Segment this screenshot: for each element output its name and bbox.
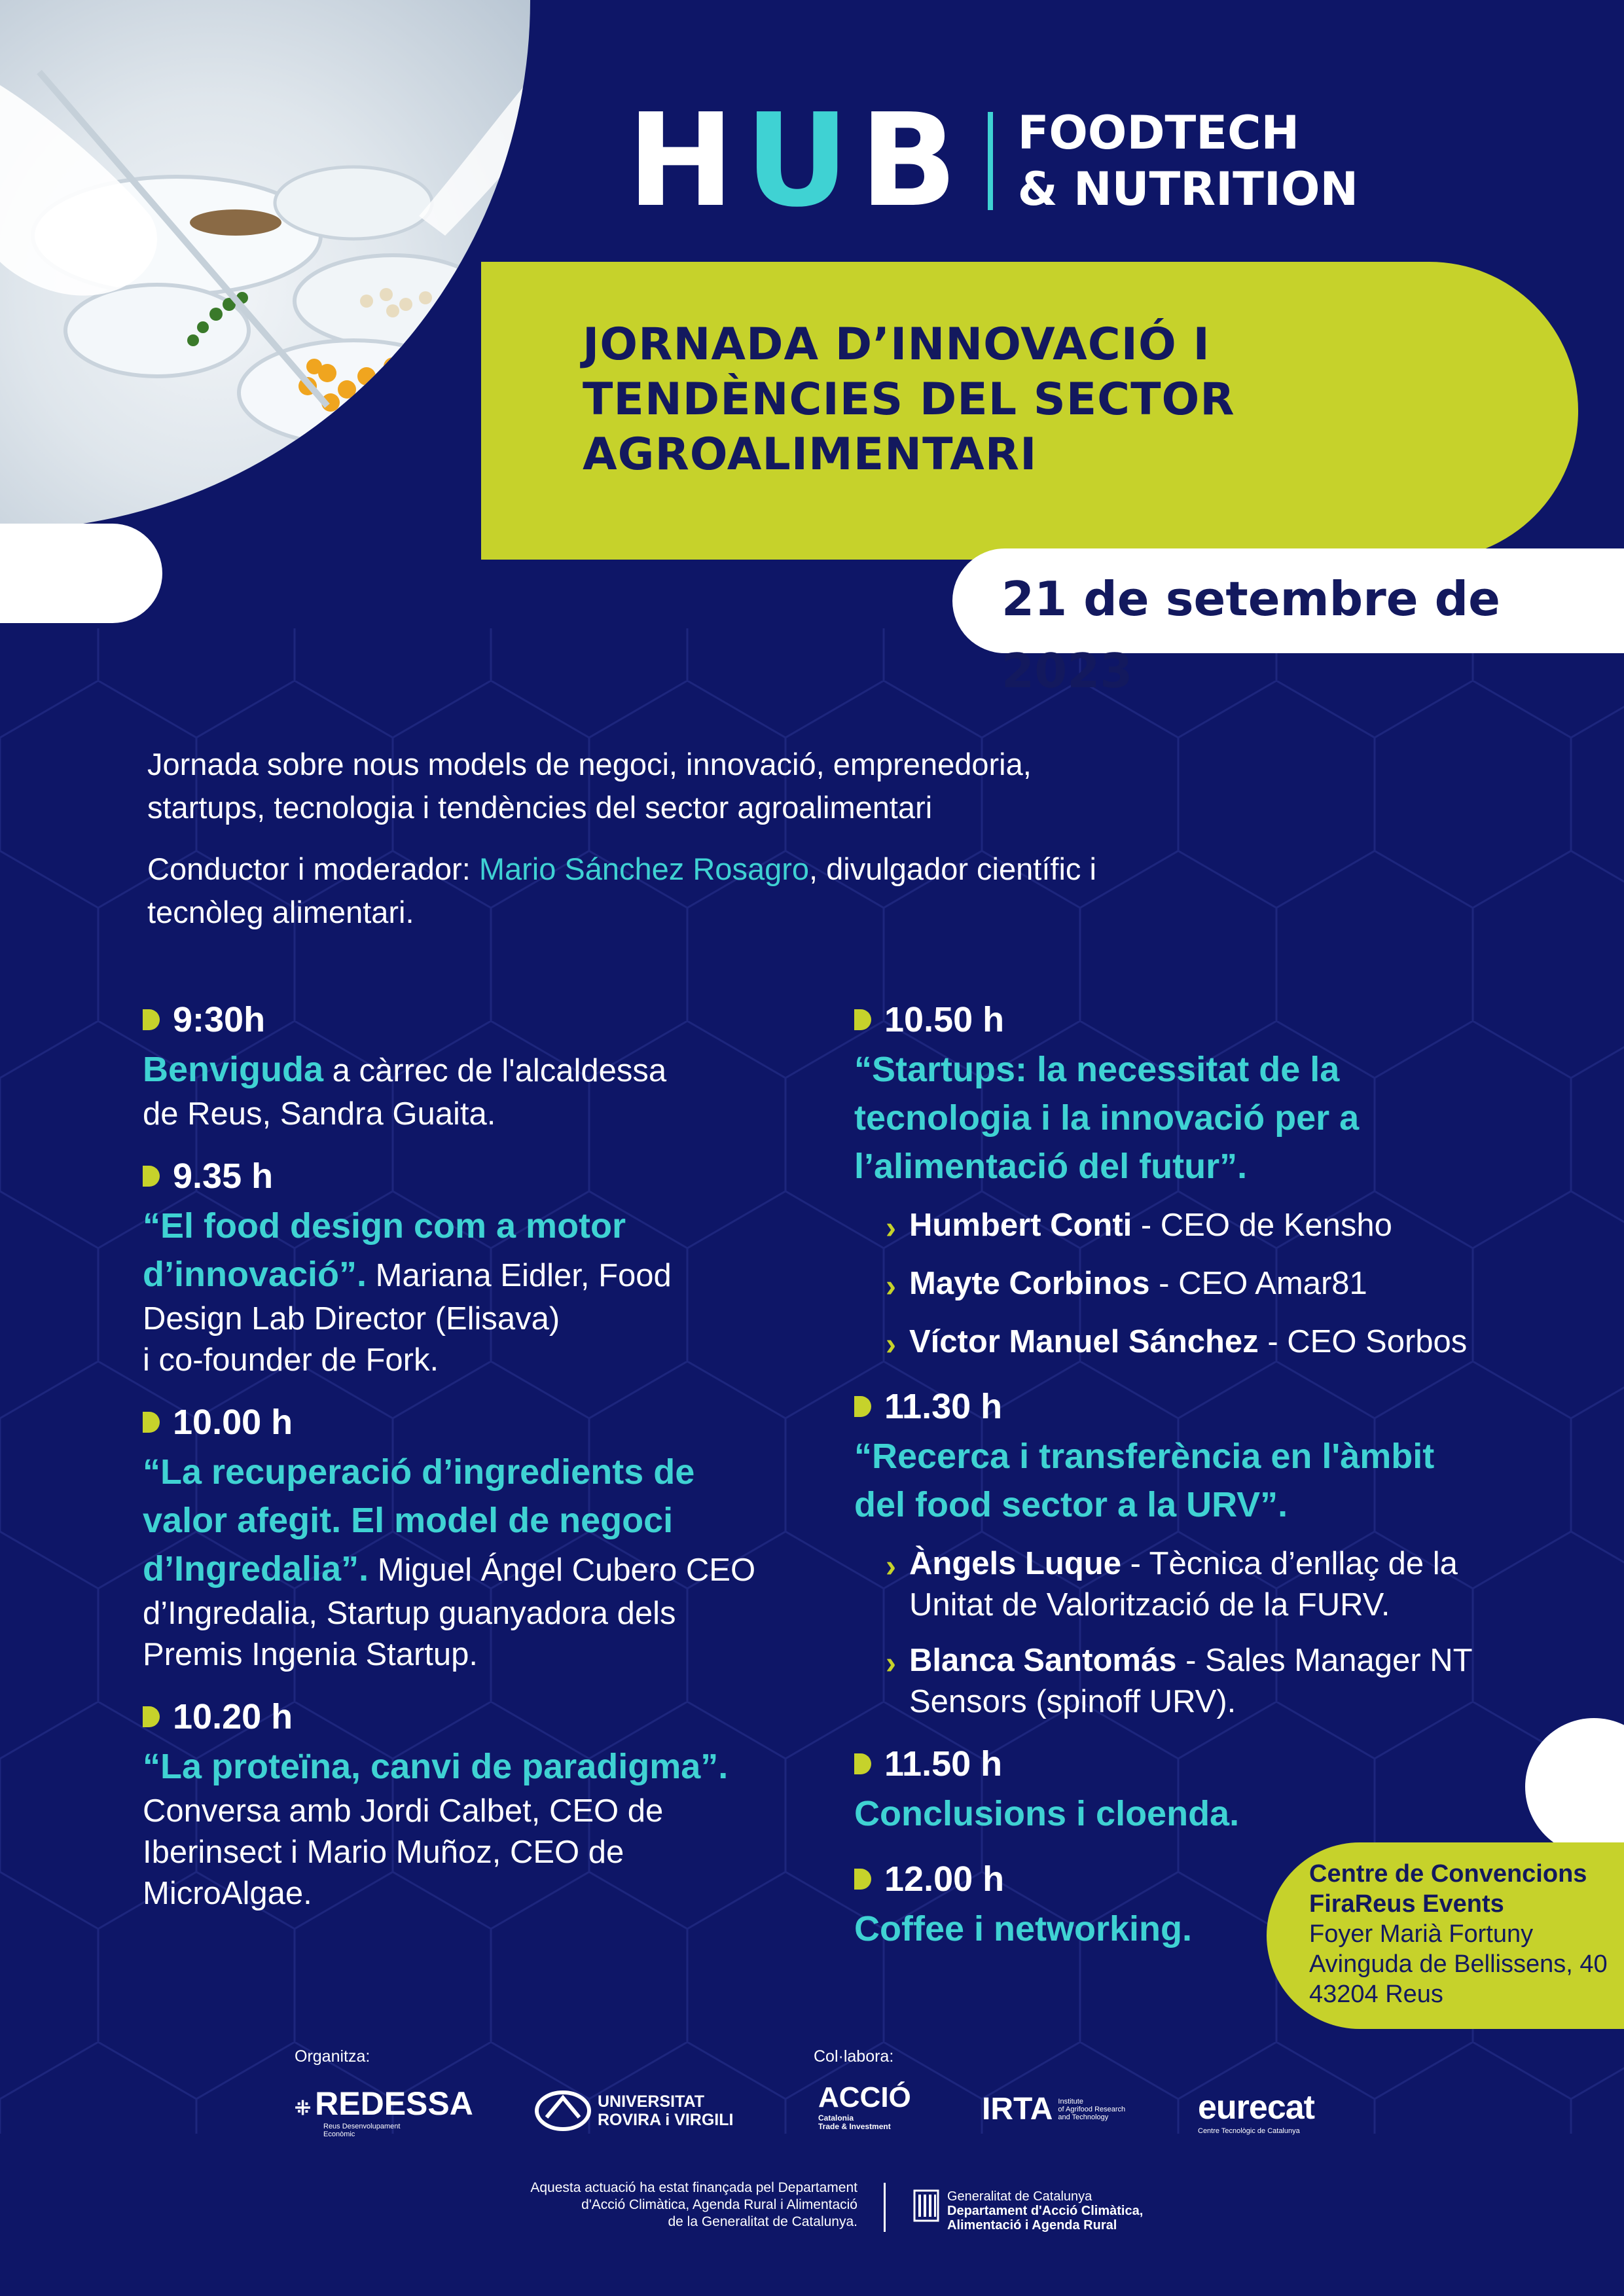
speaker: › Víctor Manuel Sánchez - CEO Sorbos <box>886 1321 1542 1365</box>
item-title: “Recerca i transferència en l'àmbit del food sector a la URV”. <box>854 1437 1435 1524</box>
redessa-logo: ⁜ REDESSA Reus Desenvolupament Econòmic <box>295 2085 473 2138</box>
chevron-right-icon: › <box>886 1211 896 1246</box>
chevron-right-icon: › <box>886 1327 896 1362</box>
item-title: Conclusions i cloenda. <box>854 1794 1240 1833</box>
item-time: 9.35 h <box>173 1157 274 1196</box>
item-title: “El food design com a motor <box>143 1206 626 1246</box>
bullet-icon <box>143 1412 160 1433</box>
event-date: 21 de setembre de 2023 <box>1001 571 1500 698</box>
item-title: “Startups: la necessitat de la tecnologia i la innovació per a l’alimentació del futur”. <box>854 1050 1360 1186</box>
collabora-label: Col·labora: <box>814 2047 894 2066</box>
eurecat-logo: eurecat Centre Tecnològic de Catalunya <box>1198 2089 1314 2135</box>
venue-info: Centre de Convencions FiraReus Events Foyer Marià Fortuny Avinguda de Bellissens, 40 43204 Reus <box>1309 1860 1608 2008</box>
schedule-item: 9.35 h “El food design com a motor d’innovació”. Mariana Eidler, Food Design Lab Director (Elisava) i co-founder de Fork. <box>143 1155 817 1381</box>
speaker: › Àngels Luque - Tècnica d’enllaç de la Unitat de Valorització de la FURV. <box>886 1546 1458 1623</box>
schedule-item: 10.00 h “La recuperació d’ingredients de valor afegit. El model de negoci d’Ingredalia”. Miguel Ángel Cubero CEO d’Ingredalia, Startup guanyadora dels Premis Ingenia Startup. <box>143 1401 817 1676</box>
item-title: “La recuperació d’ingredients de <box>143 1452 695 1492</box>
item-time: 10.20 h <box>173 1697 293 1736</box>
event-title: JORNADA D’INNOVACIÓ I TENDÈNCIES DEL SECTOR AGROALIMENTARI <box>583 319 1235 480</box>
bullet-icon <box>143 1706 160 1727</box>
funding-note: Aquesta actuació ha estat finançada pel Departament d'Acció Climàtica, Agenda Rural i Alimentació de la Generalitat de Catalunya. <box>530 2180 857 2229</box>
accio-logo: ACCIÓ Catalonia Trade & Investment <box>818 2081 911 2131</box>
urv-logo: UNIVERSITAT ROVIRA i VIRGILI <box>533 2088 733 2134</box>
urv-emblem-icon <box>533 2088 592 2134</box>
item-title: Benviguda <box>143 1050 324 1089</box>
moderator: Conductor i moderador: Mario Sánchez Rosagro, divulgador científic i tecnòleg alimentari. <box>147 852 1096 929</box>
bullet-icon <box>143 1166 160 1187</box>
intro <box>147 743 1312 952</box>
item-title: “La proteïna, canvi de paradigma”. <box>143 1747 729 1786</box>
item-time: 11.50 h <box>884 1744 1003 1784</box>
schedule-item <box>854 1385 1542 1723</box>
speaker: › Humbert Conti - CEO de Kensho <box>886 1205 1542 1249</box>
organitza-label: Organitza: <box>295 2047 370 2066</box>
item-time: 10.50 h <box>884 1000 1005 1039</box>
lab-photo <box>0 0 530 530</box>
item-time: 9:30h <box>173 1000 266 1039</box>
schedule-item: 9:30h Benviguda a càrrec de l'alcaldessa de Reus, Sandra Guaita. <box>143 998 817 1135</box>
intro-description: Jornada sobre nous models de negoci, innovació, emprenedoria, startups, tecnologia i tendències del sector agroalimentari <box>147 747 1032 825</box>
chevron-right-icon: › <box>886 1269 896 1304</box>
chevron-right-icon: › <box>886 1549 896 1584</box>
decorative-tab <box>0 524 162 623</box>
moderator-name: Mario Sánchez Rosagro <box>478 852 810 886</box>
generalitat-emblem-icon <box>913 2189 939 2222</box>
bullet-icon <box>854 1009 871 1030</box>
hub-wordmark: HUB <box>627 86 968 236</box>
schedule-item: 10.20 h “La proteïna, canvi de paradigma”. Conversa amb Jordi Calbet, CEO de Iberinsect i Mario Muñoz, CEO de MicroAlgae. <box>143 1695 817 1914</box>
schedule-item <box>854 998 1542 1365</box>
logo-subtitle: FOODTECH & NUTRITION <box>1017 106 1359 216</box>
irta-logo: IRTA Institute of Agrifood Research and Technology <box>982 2092 1126 2126</box>
generalitat-logo: Generalitat de Catalunya Departament d'Acció Climàtica, Alimentació i Agenda Rural <box>913 2189 1143 2233</box>
bullet-icon <box>854 1396 871 1417</box>
speaker: › Mayte Corbinos - CEO Amar81 <box>886 1263 1542 1307</box>
hub-logo <box>627 86 1359 236</box>
bullet-icon <box>143 1009 160 1030</box>
item-time: 10.00 h <box>173 1403 293 1442</box>
item-time: 11.30 h <box>884 1387 1003 1426</box>
bullet-icon <box>854 1753 871 1774</box>
bullet-icon <box>854 1869 871 1890</box>
chevron-right-icon: › <box>886 1646 896 1681</box>
schedule-left <box>143 998 817 1934</box>
item-time: 12.00 h <box>884 1859 1005 1899</box>
item-title: Coffee i networking. <box>854 1909 1193 1948</box>
logo-divider <box>988 112 993 210</box>
footer-divider <box>884 2183 886 2232</box>
schedule-item <box>854 1742 1542 1838</box>
redessa-icon: ⁜ <box>295 2098 312 2119</box>
schedule-right <box>854 998 1542 1973</box>
speaker: › Blanca Santomás - Sales Manager NT Sensors (spinoff URV). <box>886 1643 1473 1719</box>
